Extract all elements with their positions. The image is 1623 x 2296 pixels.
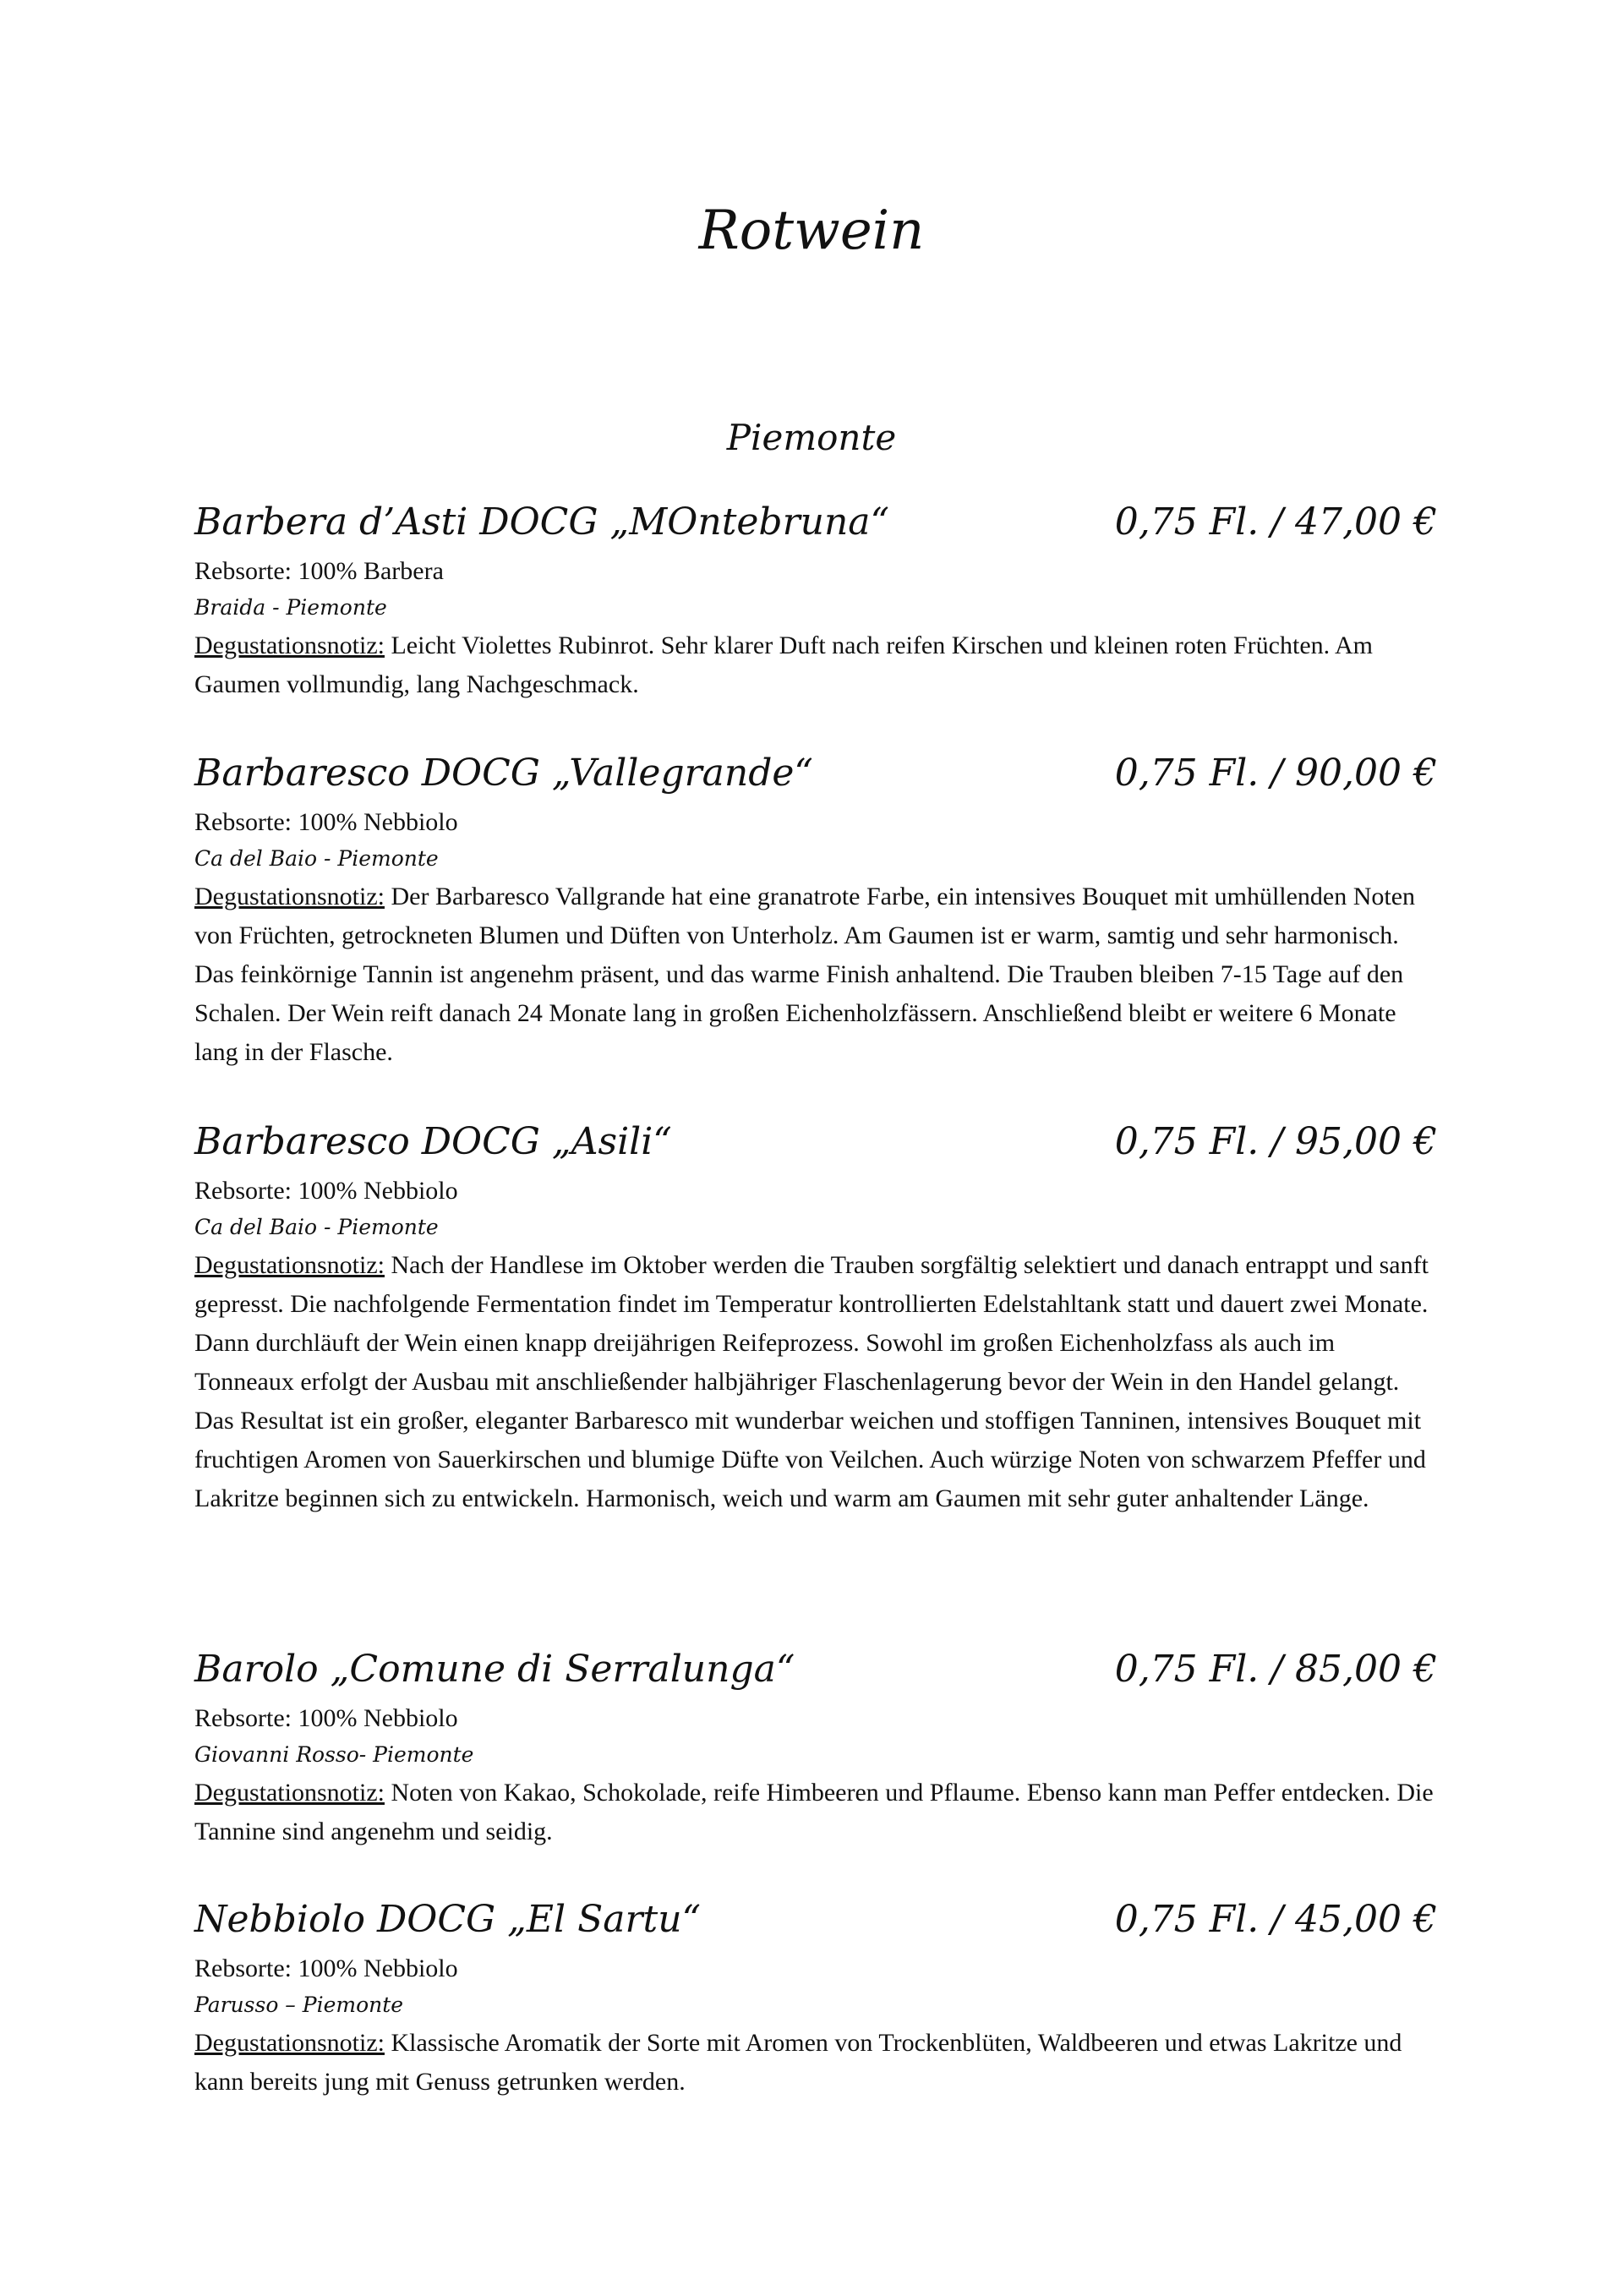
wine-name: Barbaresco DOCG „Vallegrande“ bbox=[194, 752, 813, 795]
grape-variety: Rebsorte: 100% Nebbiolo bbox=[194, 1704, 458, 1732]
producer: Ca del Baio - Piemonte bbox=[194, 1215, 439, 1239]
wine-price: 0,75 Fl. / 85,00 € bbox=[1114, 1648, 1437, 1691]
producer: Parusso – Piemonte bbox=[194, 1993, 404, 2017]
tasting-notes-text: Nach der Handlese im Oktober werden die Trauben sorgfältig selektiert und danach entrappt und sanft gepresst. Die nachfolgende Fermentation findet im Temperatur kontrollierten Edelstahltank statt und dauert zwei Monate. Dann durchläuft der Wein einen knapp dreijährigen Reifeprozess. Sowohl im großen Eichenholzfass als auch im Tonneaux erfolgt der Ausbau mit anschließender halbjähriger Flaschenlagerung bevor der Wein in den Handel gelangt. Das Resultat ist ein großer, eleganter Barbaresco mit wunderbar weichen und stoffigen Tanninen, intensives Bouquet mit fruchtigen Aromen von Sauerkirschen und blumige Düfte von Veilchen. Auch würzige Noten von schwarzem Pfeffer und Lakritze beginnen sich zu entwickeln. Harmonisch, weich und warm am Gaumen mit sehr guter anhaltender Länge. bbox=[194, 1251, 1429, 1512]
wine-entry bbox=[194, 493, 1437, 704]
grape-variety: Rebsorte: 100% Nebbiolo bbox=[194, 1177, 458, 1205]
wine-price: 0,75 Fl. / 45,00 € bbox=[1114, 1898, 1437, 1941]
wine-entry bbox=[194, 744, 1437, 1072]
tasting-notes-text: Noten von Kakao, Schokolade, reife Himbeeren und Pflaume. Ebenso kann man Peffer entdecken. Die Tannine sind angenehm und seidig. bbox=[194, 1779, 1434, 1845]
tasting-notes-text: Klassische Aromatik der Sorte mit Aromen von Trockenblüten, Waldbeeren und etwas Lakritze und kann bereits jung mit Genuss getrunken werden. bbox=[194, 2029, 1402, 2096]
tasting-notes bbox=[194, 877, 1437, 1072]
wine-name: Barbera d’Asti DOCG „MOntebruna“ bbox=[194, 500, 890, 544]
tasting-notes bbox=[194, 1246, 1437, 1518]
wine-name: Barolo „Comune di Serralunga“ bbox=[194, 1648, 795, 1691]
tasting-notes-text: Der Barbaresco Vallgrande hat eine granatrote Farbe, ein intensives Bouquet mit umhüllenden Noten von Früchten, getrockneten Blumen und Düften von Unterholz. Am Gaumen ist er warm, samtig und sehr harmonisch. Das feinkörnige Tannin ist angenehm präsent, und das warme Finish anhaltend. Die Trauben bleiben 7-15 Tage auf den Schalen. Der Wein reift danach 24 Monate lang in großen Eichenholzfässern. Anschließend bleibt er weitere 6 Monate lang in der Flasche. bbox=[194, 883, 1416, 1066]
tasting-notes bbox=[194, 1774, 1437, 1851]
grape-variety: Rebsorte: 100% Barbera bbox=[194, 557, 444, 585]
wine-name: Nebbiolo DOCG „El Sartu“ bbox=[194, 1898, 702, 1941]
grape-variety: Rebsorte: 100% Nebbiolo bbox=[194, 1954, 458, 1982]
wine-name: Barbaresco DOCG „Asili“ bbox=[194, 1120, 672, 1163]
tasting-notes-label: Degustationsnotiz: bbox=[194, 1779, 385, 1807]
wine-entry bbox=[194, 1112, 1437, 1518]
tasting-notes-label: Degustationsnotiz: bbox=[194, 631, 385, 659]
tasting-notes bbox=[194, 2024, 1437, 2102]
wine-price: 0,75 Fl. / 47,00 € bbox=[1114, 500, 1437, 544]
region-heading: Piemonte bbox=[726, 417, 897, 458]
tasting-notes-label: Degustationsnotiz: bbox=[194, 1251, 385, 1279]
page-title: Rotwein bbox=[698, 200, 925, 262]
tasting-notes-label: Degustationsnotiz: bbox=[194, 2029, 385, 2057]
tasting-notes bbox=[194, 626, 1437, 704]
producer: Braida - Piemonte bbox=[194, 595, 387, 620]
tasting-notes-text: Leicht Violettes Rubinrot. Sehr klarer Duft nach reifen Kirschen und kleinen roten Früchten. Am Gaumen vollmundig, lang Nachgeschmack. bbox=[194, 631, 1373, 698]
wine-entry bbox=[194, 1890, 1437, 2102]
wine-entry bbox=[194, 1640, 1437, 1851]
wine-price: 0,75 Fl. / 90,00 € bbox=[1114, 752, 1437, 795]
tasting-notes-label: Degustationsnotiz: bbox=[194, 883, 385, 910]
producer: Giovanni Rosso- Piemonte bbox=[194, 1742, 474, 1767]
grape-variety: Rebsorte: 100% Nebbiolo bbox=[194, 808, 458, 836]
wine-price: 0,75 Fl. / 95,00 € bbox=[1114, 1120, 1437, 1163]
producer: Ca del Baio - Piemonte bbox=[194, 846, 439, 871]
